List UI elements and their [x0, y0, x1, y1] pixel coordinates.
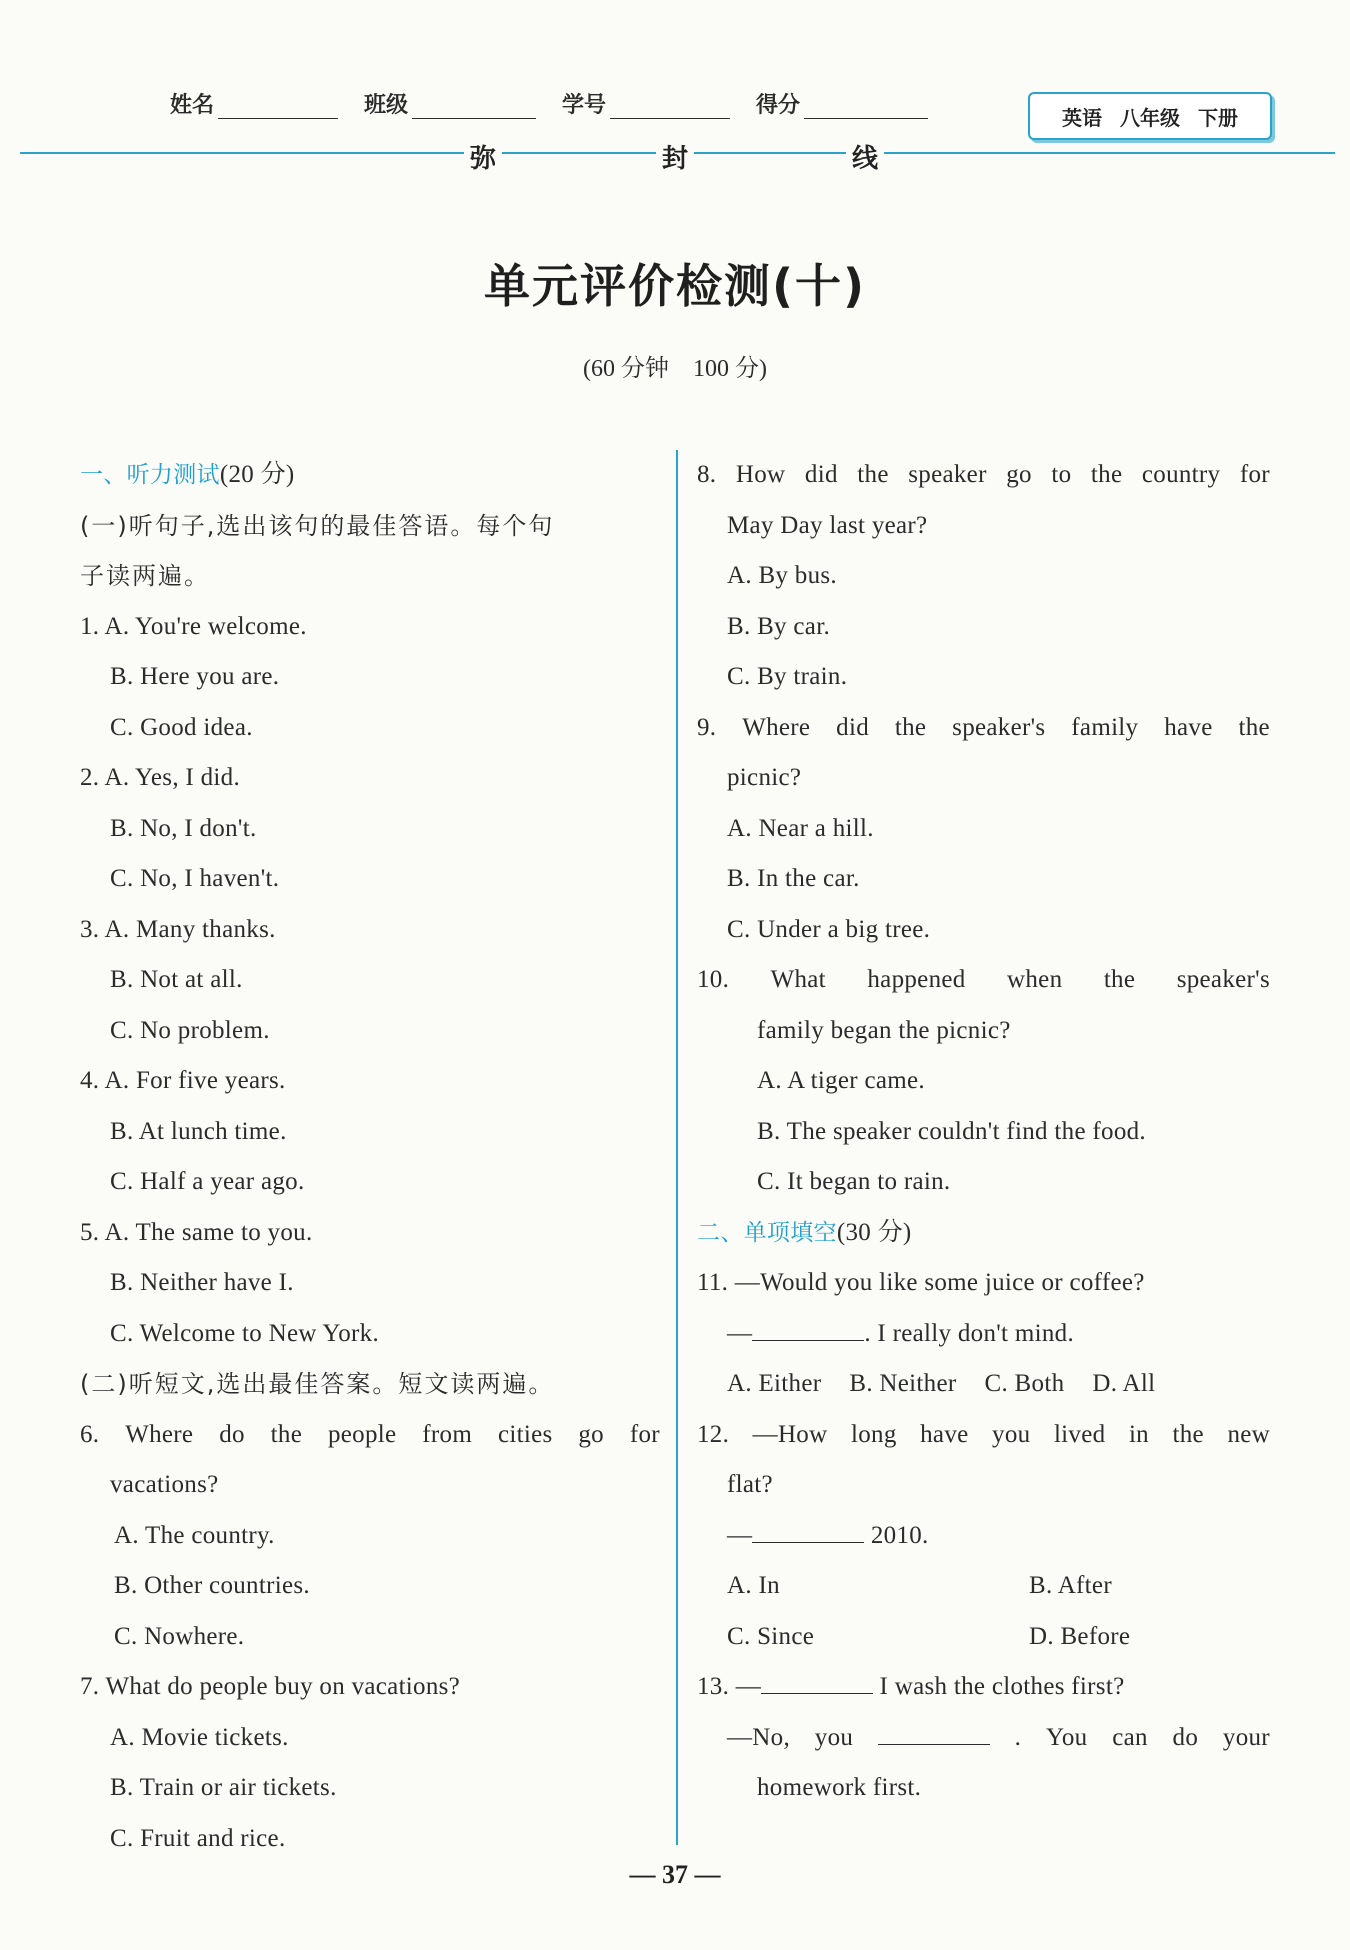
option-row — [697, 1612, 1270, 1663]
score-label: 得分 — [756, 93, 801, 118]
word: the — [894, 713, 927, 741]
word: Where — [125, 1420, 194, 1448]
option-row — [697, 1359, 1270, 1410]
score-field[interactable] — [756, 88, 928, 119]
page-number: — 37 — — [629, 1860, 721, 1889]
right-column — [697, 450, 1270, 1814]
question-text: 2. A. Yes, I did. — [80, 764, 240, 791]
word: speaker's — [952, 713, 1046, 741]
student-id-field[interactable] — [562, 88, 730, 119]
question-text — [697, 1662, 1270, 1713]
page-title: 单元评价检测(十) — [483, 259, 867, 313]
word: Where — [742, 713, 811, 741]
word: You — [1045, 1723, 1088, 1751]
option: D. All — [1092, 1370, 1156, 1397]
option-text: B. In the car. — [727, 865, 860, 892]
word: What — [770, 966, 826, 993]
word: you — [814, 1723, 854, 1751]
word: the — [1103, 966, 1136, 993]
word: new — [1227, 1420, 1270, 1448]
question-text: 7. What do people buy on vacations? — [80, 1673, 461, 1700]
word: . — [1014, 1723, 1022, 1751]
subject-grade-badge — [1028, 92, 1272, 140]
answer-blank[interactable] — [752, 1520, 864, 1543]
word: did — [836, 713, 870, 741]
option-row — [697, 1561, 1270, 1612]
class-label: 班级 — [364, 93, 409, 118]
option-text: C. By train. — [727, 663, 848, 690]
option: C. Both — [984, 1370, 1065, 1397]
volume-label: 下册 — [1198, 105, 1238, 130]
question-text: 11. —Would you like some juice or coffee? — [697, 1269, 1145, 1296]
word: country — [1141, 461, 1221, 488]
option-text: B. At lunch time. — [110, 1117, 287, 1145]
word: lived — [1053, 1420, 1106, 1448]
section-heading — [697, 1208, 1270, 1259]
question-text — [697, 955, 1270, 1006]
section-title: 二、单项填空 — [697, 1219, 837, 1246]
word: go — [1006, 461, 1032, 488]
word: for — [629, 1420, 660, 1448]
option-text: C. Welcome to New York. — [110, 1319, 379, 1347]
class-blank[interactable] — [412, 94, 536, 119]
word: the — [270, 1420, 303, 1448]
section-points: (30 分) — [836, 1218, 912, 1246]
word: do — [1172, 1723, 1199, 1751]
word: long — [850, 1420, 897, 1448]
student-info-fields — [170, 88, 954, 119]
word: you — [992, 1420, 1031, 1448]
class-field[interactable] — [364, 88, 536, 119]
section-heading — [80, 450, 660, 501]
question-text — [697, 1410, 1270, 1461]
question-text — [80, 1410, 660, 1461]
word: when — [1007, 966, 1063, 993]
option-text: C. Half a year ago. — [110, 1168, 305, 1195]
option: B. After — [1029, 1572, 1112, 1599]
word: can — [1112, 1723, 1148, 1751]
answer-line — [697, 1511, 1270, 1562]
name-label: 姓名 — [170, 93, 215, 118]
word: your — [1222, 1723, 1270, 1751]
option-text: C. Under a big tree. — [727, 915, 931, 943]
word: people — [327, 1420, 397, 1448]
word: the — [1238, 713, 1270, 741]
option-text: B. No, I don't. — [110, 814, 257, 842]
word: to — [1051, 461, 1072, 488]
option: A. Either — [727, 1370, 822, 1397]
grade-label: 八年级 — [1120, 105, 1180, 130]
answer-line — [697, 1713, 1270, 1764]
dash: — — [727, 1319, 753, 1347]
option-text: C. No problem. — [110, 1016, 270, 1044]
option-text: picnic? — [727, 764, 802, 791]
left-column — [80, 450, 660, 1864]
word: family — [1071, 713, 1139, 741]
word: 12. — [697, 1420, 730, 1448]
word: have — [1164, 713, 1213, 741]
option-text: B. Here you are. — [110, 663, 280, 690]
word: 10. — [697, 966, 730, 993]
option-text: vacations? — [110, 1471, 219, 1498]
word: 6. — [80, 1420, 100, 1448]
answer-text: . I really don't mind. — [864, 1319, 1074, 1347]
subject-label: 英语 — [1062, 105, 1102, 130]
option-text: B. Train or air tickets. — [110, 1774, 337, 1801]
option-text: A. The country. — [114, 1521, 275, 1549]
option-text: B. By car. — [727, 612, 830, 640]
option-text: flat? — [727, 1471, 773, 1498]
word: in — [1128, 1420, 1149, 1448]
word: How — [735, 461, 786, 488]
word: the — [857, 461, 889, 488]
word: from — [422, 1420, 473, 1448]
word: 8. — [697, 461, 717, 488]
instruction-text: (一)听句子,选出该句的最佳答语。每个句 — [80, 511, 555, 540]
option-text: homework first. — [757, 1774, 922, 1801]
instruction-text: (二)听短文,选出最佳答案。短文读两遍。 — [80, 1370, 555, 1398]
option-text: B. Not at all. — [110, 966, 243, 993]
option: B. Neither — [849, 1370, 957, 1397]
option: A. In — [727, 1572, 780, 1599]
seal-char-xian: 线 — [846, 138, 884, 175]
seal-char-feng: 封 — [656, 138, 694, 175]
word: for — [1239, 461, 1270, 488]
option-text: C. No, I haven't. — [110, 865, 280, 892]
option-text: C. It began to rain. — [757, 1168, 951, 1195]
answer-text: 2010. — [864, 1521, 929, 1549]
word: speaker — [908, 461, 987, 488]
time-and-score: (60 分钟 100 分) — [583, 356, 767, 382]
option-text: A. By bus. — [727, 562, 837, 589]
column-divider — [676, 450, 678, 1845]
option-text: A. A tiger came. — [757, 1067, 925, 1094]
instruction-text: 子读两遍。 — [80, 562, 210, 590]
option-text: B. Other countries. — [114, 1572, 310, 1599]
word: the — [1172, 1420, 1204, 1448]
question-text: 5. A. The same to you. — [80, 1218, 313, 1246]
option: D. Before — [1029, 1622, 1131, 1650]
word: —No, — [727, 1723, 791, 1751]
section-points: (20 分) — [219, 461, 295, 488]
word: go — [578, 1420, 604, 1448]
word: did — [804, 461, 838, 488]
score-blank[interactable] — [804, 94, 928, 119]
question-rest: I wash the clothes first? — [873, 1673, 1125, 1700]
student-id-blank[interactable] — [610, 94, 730, 119]
word: 9. — [697, 713, 717, 741]
word: have — [920, 1420, 969, 1448]
option-text: C. Fruit and rice. — [110, 1824, 286, 1852]
option-text: May Day last year? — [727, 511, 928, 539]
option-text: family began the picnic? — [757, 1016, 1011, 1044]
word: happened — [867, 966, 966, 993]
word: the — [1090, 461, 1123, 488]
option-text: C. Nowhere. — [114, 1622, 245, 1650]
student-id-label: 学号 — [562, 93, 607, 118]
question-text: 3. A. Many thanks. — [80, 915, 276, 943]
section-title: 一、听力测试 — [80, 462, 220, 488]
question-prefix: 13. — — [697, 1673, 761, 1700]
option: C. Since — [727, 1622, 815, 1650]
answer-blank[interactable] — [761, 1671, 873, 1694]
answer-line — [697, 1309, 1270, 1360]
name-blank[interactable] — [218, 94, 338, 119]
question-text: 4. A. For five years. — [80, 1067, 286, 1094]
question-text: 1. A. You're welcome. — [80, 612, 307, 640]
dash: — — [727, 1521, 753, 1549]
seal-char-mi: 弥 — [464, 138, 502, 175]
question-text — [697, 703, 1270, 754]
option-text: B. Neither have I. — [110, 1269, 294, 1296]
name-field[interactable] — [170, 88, 338, 119]
question-text — [697, 450, 1270, 501]
option-text: A. Movie tickets. — [110, 1723, 289, 1751]
word: cities — [497, 1420, 553, 1448]
option-text: B. The speaker couldn't find the food. — [757, 1117, 1146, 1145]
word: do — [219, 1420, 245, 1448]
option-text: A. Near a hill. — [727, 814, 874, 842]
option-text: C. Good idea. — [110, 713, 253, 741]
answer-blank[interactable] — [878, 1722, 990, 1745]
word: speaker's — [1176, 966, 1270, 993]
word: —How — [752, 1420, 828, 1448]
answer-blank[interactable] — [752, 1318, 864, 1341]
